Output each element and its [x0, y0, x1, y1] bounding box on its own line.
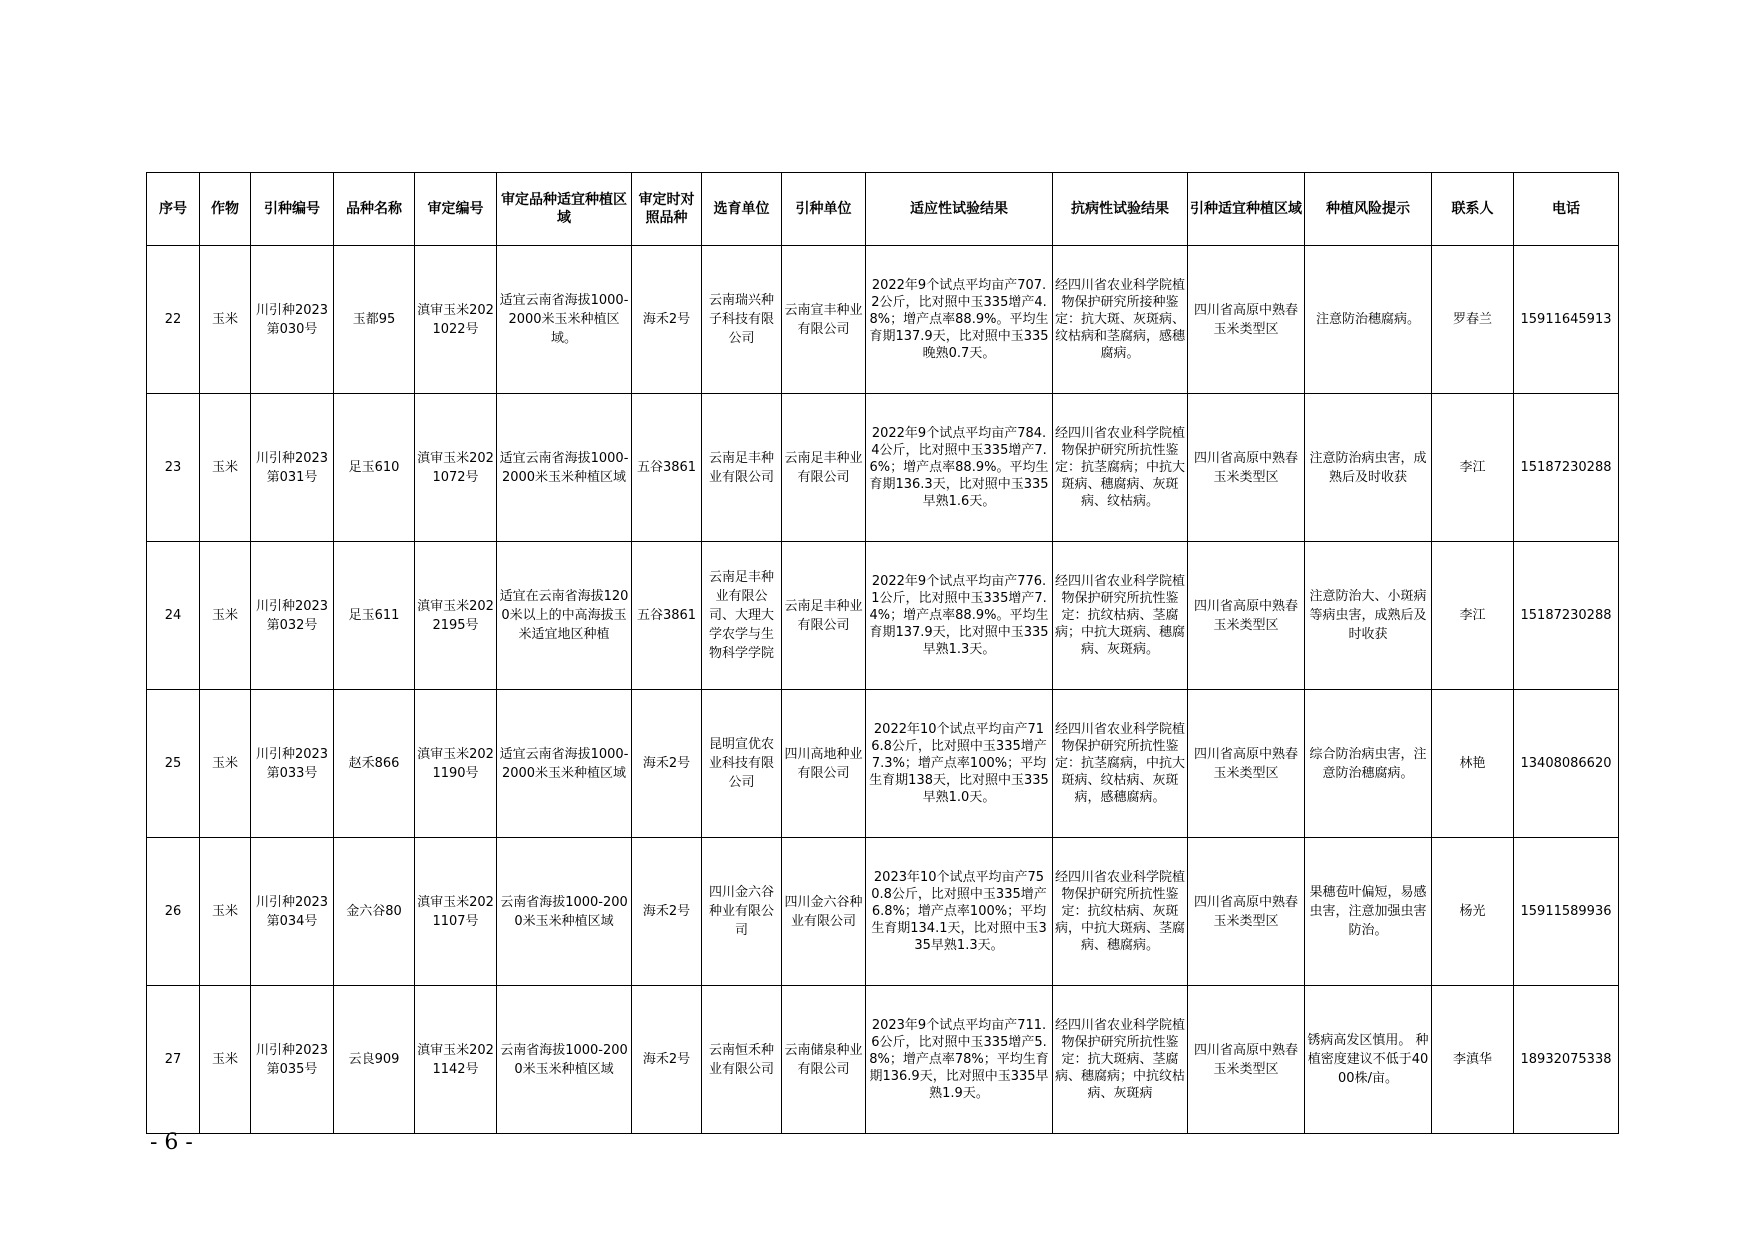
cell-approval-no: 滇审玉米2021190号: [415, 690, 497, 838]
header-breeder: 选育单位: [702, 173, 782, 246]
cell-intro-region: 四川省高原中熟春玉米类型区: [1188, 394, 1305, 542]
cell-approved-region: 适宜云南省海拔1000-2000米玉米种植区域。: [497, 246, 632, 394]
cell-disease: 经四川省农业科学院植物保护研究所抗性鉴定：抗纹枯病、茎腐病；中抗大斑病、穗腐病、灰斑病。: [1053, 542, 1188, 690]
cell-disease: 经四川省农业科学院植物保护研究所抗性鉴定：抗茎腐病，中抗大斑病、纹枯病、灰斑病，感穗腐病。: [1053, 690, 1188, 838]
header-contact: 联系人: [1432, 173, 1514, 246]
cell-phone: 15911589936: [1514, 838, 1619, 986]
cell-check-variety: 海禾2号: [632, 986, 702, 1134]
cell-disease: 经四川省农业科学院植物保护研究所抗性鉴定：抗茎腐病；中抗大斑病、穗腐病、灰斑病、纹枯病。: [1053, 394, 1188, 542]
cell-approval-no: 滇审玉米2021142号: [415, 986, 497, 1134]
table-row: [147, 986, 1619, 1134]
cell-breeder: 昆明宣优农业科技有限公司: [702, 690, 782, 838]
header-disease: 抗病性试验结果: [1053, 173, 1188, 246]
cell-introducer: 四川高地种业有限公司: [782, 690, 866, 838]
cell-intro-region: 四川省高原中熟春玉米类型区: [1188, 542, 1305, 690]
cell-approval-no: 滇审玉米2022195号: [415, 542, 497, 690]
cell-variety: 足玉611: [334, 542, 415, 690]
cell-intro-no: 川引种2023第034号: [251, 838, 334, 986]
cell-phone: 15911645913: [1514, 246, 1619, 394]
header-risk: 种植风险提示: [1305, 173, 1432, 246]
header-approval-no: 审定编号: [415, 173, 497, 246]
header-crop: 作物: [200, 173, 251, 246]
cell-breeder: 云南足丰种业有限公司: [702, 394, 782, 542]
cell-check-variety: 海禾2号: [632, 246, 702, 394]
cell-contact: 杨光: [1432, 838, 1514, 986]
cell-contact: 罗春兰: [1432, 246, 1514, 394]
cell-introducer: 云南宣丰种业有限公司: [782, 246, 866, 394]
variety-introduction-table: [146, 172, 1619, 1134]
cell-check-variety: 海禾2号: [632, 838, 702, 986]
cell-approval-no: 滇审玉米2021022号: [415, 246, 497, 394]
cell-adaptability: 2022年9个试点平均亩产707.2公斤，比对照中玉335增产4.8%；增产点率88.9%。平均生育期137.9天，比对照中玉335晚熟0.7天。: [866, 246, 1053, 394]
cell-introducer: 云南储泉种业有限公司: [782, 986, 866, 1134]
cell-intro-no: 川引种2023第031号: [251, 394, 334, 542]
cell-crop: 玉米: [200, 542, 251, 690]
cell-seq: 23: [147, 394, 200, 542]
cell-seq: 25: [147, 690, 200, 838]
cell-intro-no: 川引种2023第035号: [251, 986, 334, 1134]
header-introducer: 引种单位: [782, 173, 866, 246]
cell-approved-region: 适宜在云南省海拔1200米以上的中高海拔玉米适宜地区种植: [497, 542, 632, 690]
cell-approved-region: 适宜云南省海拔1000-2000米玉米种植区域: [497, 690, 632, 838]
cell-approval-no: 滇审玉米2021072号: [415, 394, 497, 542]
cell-approved-region: 云南省海拔1000-2000米玉米种植区域: [497, 986, 632, 1134]
cell-crop: 玉米: [200, 690, 251, 838]
cell-intro-region: 四川省高原中熟春玉米类型区: [1188, 838, 1305, 986]
cell-risk: 锈病高发区慎用。 种植密度建议不低于4000株/亩。: [1305, 986, 1432, 1134]
cell-breeder: 云南足丰种业有限公司、大理大学农学与生物科学学院: [702, 542, 782, 690]
header-approved-region: 审定品种适宜种植区域: [497, 173, 632, 246]
cell-seq: 24: [147, 542, 200, 690]
cell-introducer: 四川金六谷种业有限公司: [782, 838, 866, 986]
cell-variety: 云良909: [334, 986, 415, 1134]
header-row: [147, 173, 1619, 246]
table-row: [147, 838, 1619, 986]
cell-approved-region: 云南省海拔1000-2000米玉米种植区域: [497, 838, 632, 986]
header-adaptability: 适应性试验结果: [866, 173, 1053, 246]
cell-intro-region: 四川省高原中熟春玉米类型区: [1188, 690, 1305, 838]
cell-check-variety: 五谷3861: [632, 394, 702, 542]
cell-seq: 26: [147, 838, 200, 986]
cell-contact: 林艳: [1432, 690, 1514, 838]
cell-contact: 李江: [1432, 394, 1514, 542]
cell-introducer: 云南足丰种业有限公司: [782, 394, 866, 542]
cell-check-variety: 海禾2号: [632, 690, 702, 838]
cell-phone: 15187230288: [1514, 542, 1619, 690]
cell-variety: 赵禾866: [334, 690, 415, 838]
header-phone: 电话: [1514, 173, 1619, 246]
cell-approved-region: 适宜云南省海拔1000-2000米玉米种植区域: [497, 394, 632, 542]
cell-seq: 22: [147, 246, 200, 394]
cell-crop: 玉米: [200, 986, 251, 1134]
cell-risk: 注意防治穗腐病。: [1305, 246, 1432, 394]
cell-breeder: 四川金六谷种业有限公司: [702, 838, 782, 986]
table-body: [147, 246, 1619, 1134]
cell-adaptability: 2023年10个试点平均亩产750.8公斤，比对照中玉335增产6.8%；增产点率100%；平均生育期134.1天，比对照中玉335早熟1.3天。: [866, 838, 1053, 986]
cell-intro-no: 川引种2023第030号: [251, 246, 334, 394]
cell-disease: 经四川省农业科学院植物保护研究所抗性鉴定：抗大斑病、茎腐病、穗腐病；中抗纹枯病、灰斑病: [1053, 986, 1188, 1134]
header-seq: 序号: [147, 173, 200, 246]
table-row: [147, 394, 1619, 542]
cell-crop: 玉米: [200, 394, 251, 542]
cell-intro-no: 川引种2023第032号: [251, 542, 334, 690]
cell-disease: 经四川省农业科学院植物保护研究所抗性鉴定：抗纹枯病、灰斑病，中抗大斑病、茎腐病、穗腐病。: [1053, 838, 1188, 986]
cell-check-variety: 五谷3861: [632, 542, 702, 690]
cell-phone: 15187230288: [1514, 394, 1619, 542]
cell-variety: 足玉610: [334, 394, 415, 542]
table-row: [147, 542, 1619, 690]
cell-contact: 李滇华: [1432, 986, 1514, 1134]
cell-risk: 注意防治大、小斑病等病虫害，成熟后及时收获: [1305, 542, 1432, 690]
cell-intro-region: 四川省高原中熟春玉米类型区: [1188, 246, 1305, 394]
page-number: - 6 -: [150, 1130, 193, 1155]
cell-approval-no: 滇审玉米2021107号: [415, 838, 497, 986]
cell-risk: 综合防治病虫害，注意防治穗腐病。: [1305, 690, 1432, 838]
cell-intro-region: 四川省高原中熟春玉米类型区: [1188, 986, 1305, 1134]
cell-contact: 李江: [1432, 542, 1514, 690]
cell-intro-no: 川引种2023第033号: [251, 690, 334, 838]
cell-adaptability: 2022年10个试点平均亩产716.8公斤，比对照中玉335增产7.3%；增产点率100%；平均生育期138天，比对照中玉335早熟1.0天。: [866, 690, 1053, 838]
cell-adaptability: 2023年9个试点平均亩产711.6公斤，比对照中玉335增产5.8%；增产点率78%；平均生育期136.9天，比对照中玉335早熟1.9天。: [866, 986, 1053, 1134]
cell-disease: 经四川省农业科学院植物保护研究所接种鉴定：抗大斑、灰斑病、纹枯病和茎腐病，感穗腐病。: [1053, 246, 1188, 394]
cell-adaptability: 2022年9个试点平均亩产776.1公斤，比对照中玉335增产7.4%；增产点率88.9%。平均生育期137.9天，比对照中玉335早熟1.3天。: [866, 542, 1053, 690]
cell-variety: 玉都95: [334, 246, 415, 394]
cell-risk: 注意防治病虫害，成熟后及时收获: [1305, 394, 1432, 542]
header-variety: 品种名称: [334, 173, 415, 246]
cell-crop: 玉米: [200, 246, 251, 394]
cell-variety: 金六谷80: [334, 838, 415, 986]
cell-breeder: 云南瑞兴种子科技有限公司: [702, 246, 782, 394]
cell-phone: 13408086620: [1514, 690, 1619, 838]
table-header: [147, 173, 1619, 246]
cell-adaptability: 2022年9个试点平均亩产784.4公斤，比对照中玉335增产7.6%；增产点率88.9%。平均生育期136.3天，比对照中玉335早熟1.6天。: [866, 394, 1053, 542]
cell-seq: 27: [147, 986, 200, 1134]
cell-crop: 玉米: [200, 838, 251, 986]
table-row: [147, 690, 1619, 838]
cell-breeder: 云南恒禾种业有限公司: [702, 986, 782, 1134]
cell-risk: 果穗苞叶偏短，易感虫害，注意加强虫害防治。: [1305, 838, 1432, 986]
cell-introducer: 云南足丰种业有限公司: [782, 542, 866, 690]
header-intro-no: 引种编号: [251, 173, 334, 246]
table-row: [147, 246, 1619, 394]
header-intro-region: 引种适宜种植区域: [1188, 173, 1305, 246]
header-check-variety: 审定时对照品种: [632, 173, 702, 246]
cell-phone: 18932075338: [1514, 986, 1619, 1134]
